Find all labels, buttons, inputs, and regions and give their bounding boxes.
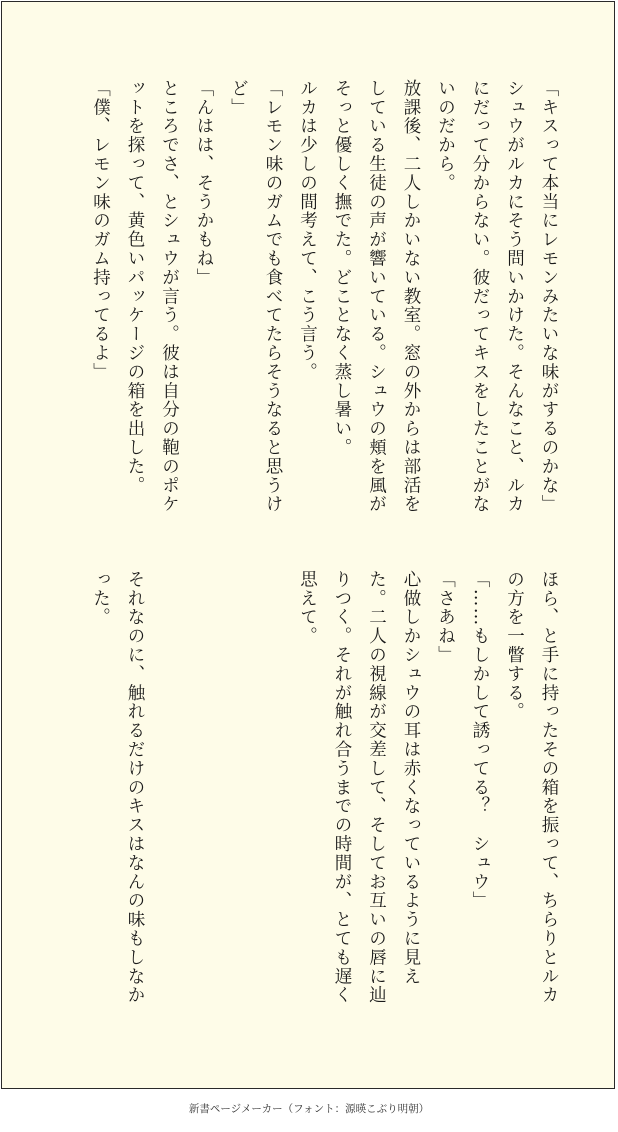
paragraph: 「僕、レモン味のガム持ってるよ」 xyxy=(90,79,111,382)
text-column-bottom xyxy=(46,570,566,1018)
text-column-top xyxy=(46,79,566,527)
paragraph: 「レモン味のガムでも食べてたらそうなると思うけど」 xyxy=(228,79,283,514)
paragraph: 心做しかシュウの耳は赤くなっているように見えた。二人の視線が交差して、そしてお互いの唇に辿りつく。それが触れ合うまでの時間が、とても遅く思えて。 xyxy=(297,570,421,1005)
paragraph: 「キスって本当にレモンみたいな味がするのかな」 xyxy=(539,79,559,514)
paragraph: シュウがルカにそう問いかけた。そんなこと、ルカにだって分からない。彼だってキスをしたことがないのだから。 xyxy=(435,79,525,514)
paragraph: ほら、と手に持ったその箱を振って、ちらりとルカの方を一瞥する。 xyxy=(504,570,559,1005)
blank-line xyxy=(152,570,187,1018)
blank-line xyxy=(187,570,222,1018)
book-page xyxy=(1,1,615,1089)
paragraph: ルカは少しの間考えて、こう言う。 xyxy=(297,79,318,382)
footer-credit: 新書ページメーカー（フォント：源暎こぶり明朝） xyxy=(188,1103,430,1115)
paragraph: 「んはは、そうかもね」 xyxy=(194,79,214,287)
paragraph: 「……もしかして誘ってる？ シュウ」 xyxy=(470,570,490,911)
paragraph: 「さあね」 xyxy=(435,570,456,665)
paragraph: ところでさ、とシュウが言う。彼は自分の鞄のポケットを探って、黄色いパッケージの箱を出した。 xyxy=(125,79,180,514)
blank-line xyxy=(256,570,291,1018)
paragraph: 放課後、二人しかいない教室。窓の外からは部活をしている生徒の声が響いている。シュウの頬を風がそっと優しく撫でた。どことなく蒸し暑い。 xyxy=(332,79,421,514)
paragraph: それなのに、触れるだけのキスはなんの味もしなかった。 xyxy=(90,570,145,1005)
blank-line xyxy=(221,570,256,1018)
